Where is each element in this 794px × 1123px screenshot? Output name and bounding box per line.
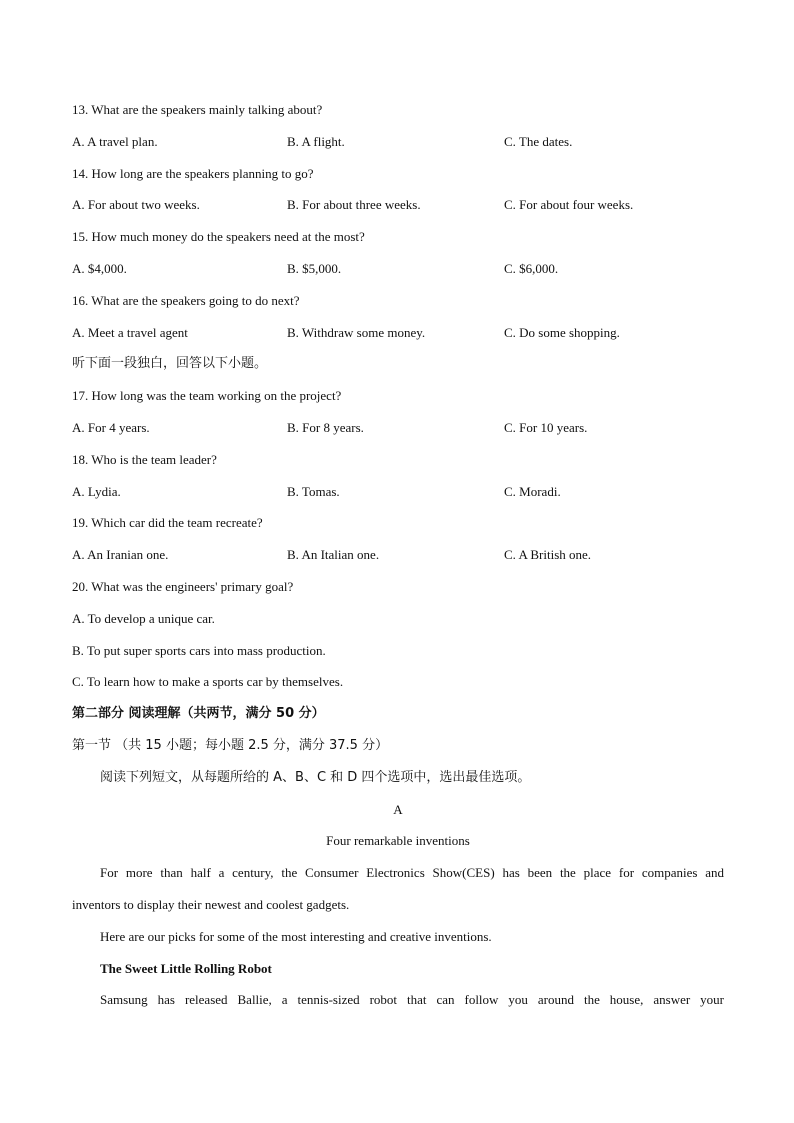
document-page <box>72 100 724 1022</box>
option-15-c: C. $6,000. <box>504 260 559 276</box>
option-20-a: A. To develop a unique car. <box>72 610 215 626</box>
option-19-b: B. An Italian one. <box>287 547 380 563</box>
question-14: 14. How long are the speakers planning to go? <box>72 165 314 181</box>
options-14 <box>72 195 724 227</box>
options-15 <box>72 259 724 291</box>
passage-letter: A <box>393 801 403 817</box>
question-19: 19. Which car did the team recreate? <box>72 515 263 531</box>
paragraph-1-line-1: For more than half a century, the Consumer Electronics Show(CES) has been the place for companies and <box>100 865 724 881</box>
option-18-a: A. Lydia. <box>72 483 121 499</box>
option-15-a: A. $4,000. <box>72 260 127 276</box>
option-14-c: C. For about four weeks. <box>504 197 634 213</box>
options-17 <box>72 418 724 450</box>
option-17-c: C. For 10 years. <box>504 419 588 435</box>
options-16 <box>72 323 724 355</box>
option-19-c: C. A British one. <box>504 547 592 563</box>
passage-title: Four remarkable inventions <box>326 833 470 849</box>
part-two-heading: 第二部分 阅读理解（共两节，满分 50 分） <box>72 706 325 722</box>
option-20-c: C. To learn how to make a sports car by themselves. <box>72 674 344 690</box>
paragraph-1-line-2: inventors to display their newest and coolest gadgets. <box>72 896 350 912</box>
monologue-instruction: 听下面一段独白，回答以下小题。 <box>72 356 268 372</box>
option-14-b: B. For about three weeks. <box>287 197 421 213</box>
option-17-a: A. For 4 years. <box>72 419 150 435</box>
question-18: 18. Who is the team leader? <box>72 451 217 467</box>
option-13-b: B. A flight. <box>287 133 345 149</box>
question-20: 20. What was the engineers' primary goal? <box>72 578 294 594</box>
options-19 <box>72 545 724 577</box>
robot-subheading: The Sweet Little Rolling Robot <box>100 960 272 976</box>
option-18-c: C. Moradi. <box>504 483 561 499</box>
option-17-b: B. For 8 years. <box>287 419 364 435</box>
paragraph-2: Here are our picks for some of the most interesting and creative inventions. <box>100 928 492 944</box>
option-16-a: A. Meet a travel agent <box>72 324 188 340</box>
section-one-heading: 第一节 （共 15 小题；每小题 2.5 分，满分 37.5 分） <box>72 737 389 753</box>
paragraph-3-line-1: Samsung has released Ballie, a tennis-sized robot that can follow you around the house, answer your <box>100 992 724 1008</box>
question-13: 13. What are the speakers mainly talking about? <box>72 102 323 117</box>
option-19-a: A. An Iranian one. <box>72 547 169 563</box>
reading-instruction: 阅读下列短文，从每题所给的 A、B、C 和 D 四个选项中，选出最佳选项。 <box>100 769 531 785</box>
option-13-a: A. A travel plan. <box>72 133 158 149</box>
option-14-a: A. For about two weeks. <box>72 197 200 213</box>
options-13 <box>72 132 724 164</box>
question-17: 17. How long was the team working on the project? <box>72 388 342 404</box>
option-18-b: B. Tomas. <box>287 483 340 499</box>
option-15-b: B. $5,000. <box>287 260 342 276</box>
option-13-c: C. The dates. <box>504 133 573 149</box>
option-16-b: B. Withdraw some money. <box>287 324 426 340</box>
option-20-b: B. To put super sports cars into mass production. <box>72 642 326 658</box>
option-16-c: C. Do some shopping. <box>504 324 620 340</box>
question-15: 15. How much money do the speakers need at the most? <box>72 229 365 245</box>
question-16: 16. What are the speakers going to do next? <box>72 292 300 308</box>
options-18 <box>72 482 724 514</box>
